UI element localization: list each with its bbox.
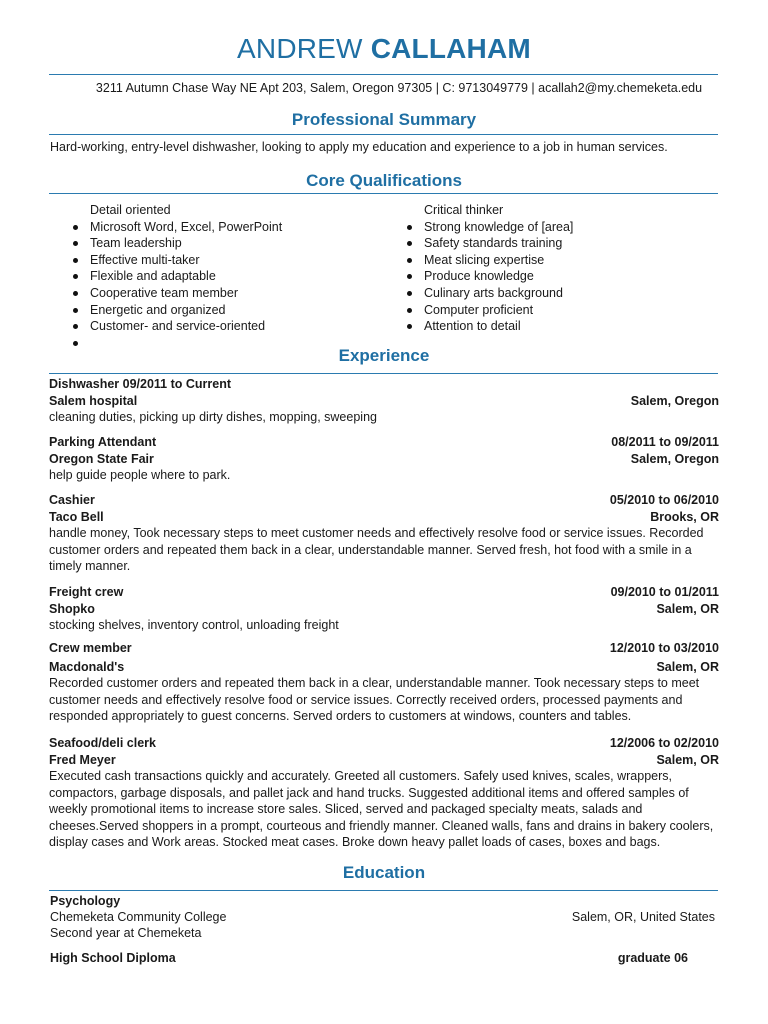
qualification-item: Culinary arts background bbox=[404, 285, 704, 302]
job-location: Brooks, OR bbox=[650, 509, 719, 524]
job-location: Salem, Oregon bbox=[630, 451, 719, 466]
education-location: Salem, OR, United States bbox=[571, 910, 715, 924]
job-title: Crew member bbox=[49, 641, 132, 655]
job-title: Parking Attendant bbox=[49, 435, 157, 449]
job-employer: Oregon State Fair bbox=[49, 451, 154, 466]
experience-rule bbox=[49, 373, 718, 374]
job-title: Dishwasher 09/2011 to Current bbox=[49, 377, 232, 391]
job-entry bbox=[49, 640, 719, 725]
job-dates: 09/2010 to 01/2011 bbox=[610, 585, 719, 599]
job-location: Salem, Oregon bbox=[630, 393, 719, 408]
bullet-icon bbox=[407, 291, 412, 296]
bullet-icon bbox=[407, 274, 412, 279]
job-entry bbox=[49, 376, 719, 426]
qualification-item: Customer- and service-oriented bbox=[70, 318, 370, 335]
education-school: Chemeketa Community College bbox=[50, 910, 227, 924]
job-entry bbox=[49, 584, 719, 634]
job-description: help guide people where to park. bbox=[49, 468, 231, 482]
education-graduation: graduate 06 bbox=[617, 951, 688, 965]
bullet-icon bbox=[73, 341, 78, 346]
bullet-icon bbox=[407, 241, 412, 246]
qualification-item: Meat slicing expertise bbox=[404, 252, 704, 269]
education-heading: Education bbox=[342, 863, 426, 882]
qualification-item: Flexible and adaptable bbox=[70, 268, 370, 285]
bullet-icon bbox=[73, 274, 78, 279]
qualification-item: Safety standards training bbox=[404, 235, 704, 252]
qualifications-left-list bbox=[70, 202, 370, 351]
bullet-icon bbox=[407, 225, 412, 230]
bullet-icon bbox=[73, 291, 78, 296]
job-title: Freight crew bbox=[49, 585, 124, 599]
education-degree: High School Diploma bbox=[50, 951, 176, 965]
job-description: cleaning duties, picking up dirty dishes, mopping, sweeping bbox=[49, 410, 377, 424]
summary-heading: Professional Summary bbox=[291, 110, 477, 129]
bullet-icon bbox=[407, 324, 412, 329]
job-description: Recorded customer orders and repeated them back in a clear, understandable manner. Took necessary steps to meet customer needs and effectively resolve food or service issues. Correctly received orders, processed payments and responded appropriately to guest concerns. Served orders to customers at windows, counters and tables. bbox=[49, 676, 700, 723]
qualification-item: Attention to detail bbox=[404, 318, 704, 335]
job-dates: 05/2010 to 06/2010 bbox=[609, 493, 719, 507]
last-name: CALLAHAM bbox=[370, 33, 531, 64]
contact-line: 3211 Autumn Chase Way NE Apt 203, Salem, Oregon 97305 | C: 9713049779 | acallah2@my.chemeketa.edu bbox=[95, 81, 703, 95]
job-employer: Fred Meyer bbox=[49, 752, 116, 767]
bullet-icon bbox=[73, 308, 78, 313]
job-entry bbox=[49, 735, 719, 851]
job-description: stocking shelves, inventory control, unloading freight bbox=[49, 618, 339, 632]
bullet-icon bbox=[73, 258, 78, 263]
experience-heading: Experience bbox=[338, 346, 430, 365]
job-title: Cashier bbox=[49, 493, 95, 507]
job-entry bbox=[49, 434, 719, 484]
education-note: Second year at Chemeketa bbox=[50, 926, 202, 940]
bullet-icon bbox=[407, 308, 412, 313]
qualification-item: Effective multi-taker bbox=[70, 252, 370, 269]
qualification-item: Produce knowledge bbox=[404, 268, 704, 285]
education-degree: Psychology bbox=[50, 894, 121, 908]
job-title: Seafood/deli clerk bbox=[49, 736, 156, 750]
bullet-icon bbox=[407, 258, 412, 263]
qualification-item: Microsoft Word, Excel, PowerPoint bbox=[70, 219, 370, 236]
job-dates: 08/2011 to 09/2011 bbox=[611, 435, 719, 449]
candidate-name bbox=[0, 32, 768, 66]
job-dates: 12/2006 to 02/2010 bbox=[609, 736, 719, 750]
qualification-item: Team leadership bbox=[70, 235, 370, 252]
job-employer: Taco Bell bbox=[49, 509, 104, 524]
education-rule bbox=[49, 890, 718, 891]
qualifications-heading: Core Qualifications bbox=[306, 171, 462, 190]
job-employer: Macdonald's bbox=[49, 659, 125, 674]
job-employer: Shopko bbox=[49, 601, 95, 616]
job-entry bbox=[49, 492, 719, 575]
qualification-item: Strong knowledge of [area] bbox=[404, 219, 704, 236]
job-location: Salem, OR bbox=[656, 752, 719, 767]
job-location: Salem, OR bbox=[656, 601, 719, 616]
job-description: handle money, Took necessary steps to meet customer needs and effectively resolve food or service issues. Recorded customer orders and repeated them back in a clear, understandable manner. Served fresh, hot food with a smile in a timely manner. bbox=[49, 526, 704, 573]
job-location: Salem, OR bbox=[656, 659, 719, 674]
first-name: ANDREW bbox=[237, 33, 363, 64]
qualifications-rule bbox=[49, 193, 718, 194]
summary-rule bbox=[49, 134, 718, 135]
summary-text: Hard-working, entry-level dishwasher, looking to apply my education and experience to a job in human services. bbox=[50, 140, 668, 154]
qualification-item: Detail oriented bbox=[90, 203, 171, 217]
qualification-item: Critical thinker bbox=[424, 203, 504, 217]
bullet-icon bbox=[73, 324, 78, 329]
bullet-icon bbox=[73, 225, 78, 230]
qualification-item: Energetic and organized bbox=[70, 302, 370, 319]
job-description: Executed cash transactions quickly and accurately. Greeted all customers. Safely used knives, scales, wrappers, compactors, garbage disposals, and pallet jack and hand trucks. Suggested additional items and offered samples of weekly promotional items to increase store sales. Sliced, served and packaged specialty meats, salads and cheeses.Served shoppers in a prompt, courteous and friendly manner. Cleaned walls, fans and drains in bakery coolers, display cases and Work areas. Stocked meat cases. Broke down heavy pallet loads of cases, boxes and bags. bbox=[49, 769, 714, 849]
qualification-item: Computer proficient bbox=[404, 302, 704, 319]
job-dates: 12/2010 to 03/2010 bbox=[609, 641, 719, 655]
bullet-icon bbox=[73, 241, 78, 246]
job-employer: Salem hospital bbox=[49, 393, 138, 408]
qualifications-right-list bbox=[404, 202, 704, 335]
qualification-item: Cooperative team member bbox=[70, 285, 370, 302]
header-rule bbox=[49, 74, 718, 75]
